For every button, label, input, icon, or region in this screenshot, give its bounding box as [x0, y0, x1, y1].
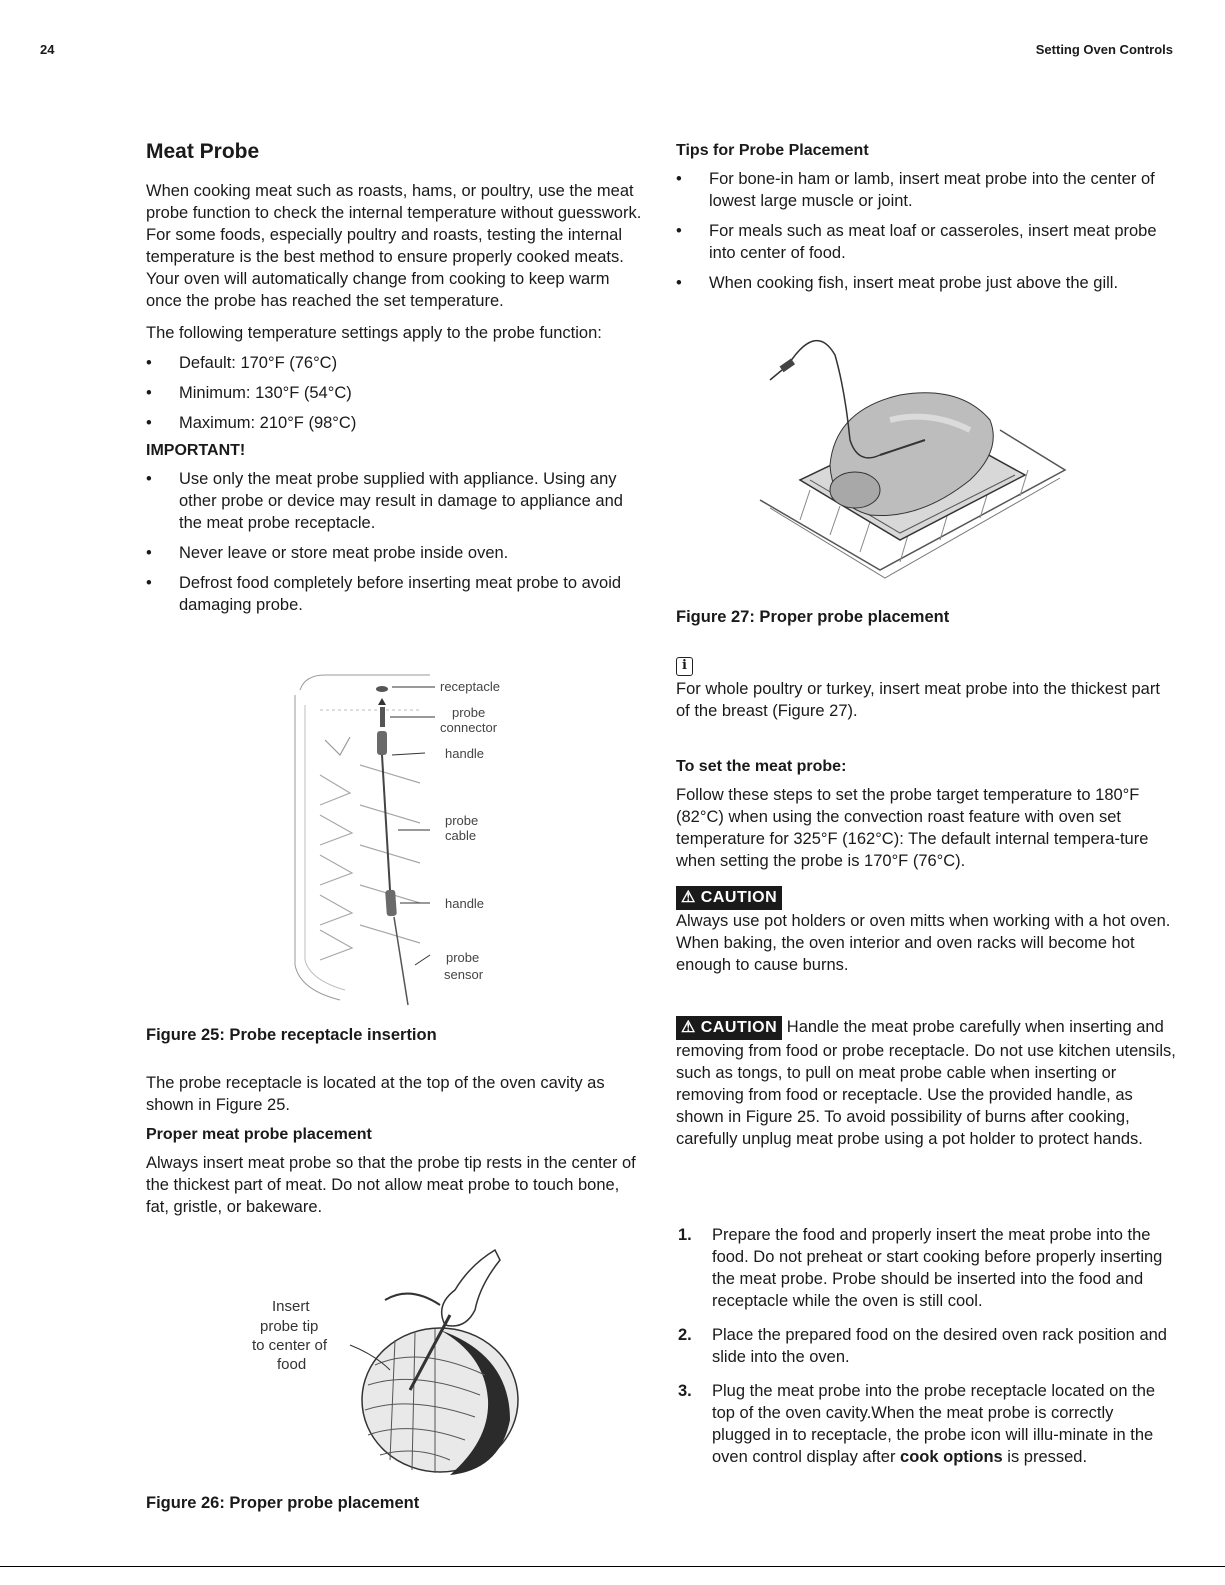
right-column-top [676, 142, 1176, 302]
info-text: For whole poultry or turkey, insert meat probe into the thickest part of the breast (Figure 27). [676, 680, 1160, 720]
probe-connector-label-1: probe [452, 705, 486, 720]
step-text: Place the prepared food on the desired oven rack position and slide into the oven. [712, 1326, 1167, 1366]
list-item: • For bone-in ham or lamb, insert meat probe into the center of lowest large muscle or joint. [676, 168, 1176, 212]
handle-top-label: handle [445, 746, 485, 761]
warning-icon: ⚠ [681, 889, 696, 906]
insert-label-3: to center of [252, 1337, 328, 1354]
caution-2-paragraph [676, 1016, 1176, 1150]
info-note [676, 656, 1176, 722]
caution-2-text: Handle the meat probe carefully when inserting and removing from food or probe receptacle. Do not use kitchen utensils, such as tongs, to pull on meat probe cable when inserting or removing from food or receptacle. Use the provided handle, as shown in Figure 25. To avoid possibility of burns after cooking, carefully unplug meat probe using a pot holder to protect hands. [676, 1018, 1176, 1148]
step-number: 1. [678, 1226, 692, 1244]
important-list [146, 468, 644, 616]
warning-icon: ⚠ [681, 1019, 696, 1036]
insert-label-4: food [277, 1356, 307, 1373]
list-item: • Defrost food completely before inserting meat probe to avoid damaging probe. [146, 572, 644, 616]
handle-bottom-label: handle [445, 896, 485, 911]
list-item: • Use only the meat probe supplied with appliance. Using any other probe or device may result in damage to appliance and the meat probe receptacle. [146, 468, 644, 534]
settings-intro: The following temperature settings apply to the probe function: [146, 324, 602, 342]
section-title: Setting Oven Controls [1035, 42, 1173, 57]
insert-label-2: probe tip [260, 1318, 319, 1335]
important-heading: IMPORTANT! [146, 442, 246, 459]
list-item: • Never leave or store meat probe inside oven. [146, 542, 644, 564]
figure-27-caption: Figure 27: Proper probe placement [676, 608, 950, 626]
list-item [676, 1324, 1176, 1368]
receptacle-label: receptacle [440, 679, 500, 694]
bottom-rule [0, 1566, 1225, 1567]
steps-section [676, 1224, 1176, 1480]
placement-paragraph: Always insert meat probe so that the probe tip rests in the center of the thickest part of meat. Do not allow meat probe to touch bone, fat, gristle, or bakeware. [146, 1154, 636, 1216]
list-item: • For meals such as meat loaf or casseroles, insert meat probe into center of food. [676, 220, 1176, 264]
intro-paragraph: When cooking meat such as roasts, hams, or poultry, use the meat probe function to check the internal temperature without guesswork. For some foods, especially poultry and roasts, testing the internal temperature is the best method to ensure properly cooked meats. Your oven will automatically change from cooking to keep warm once the probe has reached the set temperature. [146, 182, 642, 310]
step-text: Plug the meat probe into the probe receptacle located on the top of the oven cavity.When the meat probe is correctly plugged in to receptacle, the probe icon will illu-minate in the oven control display after [712, 1382, 1156, 1466]
set-probe-text: Follow these steps to set the probe target temperature to 180°F (82°C) when using the convection roast feature with oven set temperature for 325°F (162°C): The default internal tempera-ture when setting the probe is 170°F (76°C). [676, 786, 1149, 870]
left-column [146, 140, 644, 624]
figure-26-caption: Figure 26: Proper probe placement [146, 1494, 420, 1512]
probe-cable-label-1: probe [445, 813, 479, 828]
probe-sensor-label-2: sensor [444, 967, 484, 982]
left-lower-text [146, 1072, 644, 1218]
set-probe-heading: To set the meat probe: [676, 758, 847, 775]
probe-connector-label-2: connector [440, 720, 498, 735]
figure-25-caption: Figure 25: Probe receptacle insertion [146, 1026, 437, 1044]
step-number: 3. [678, 1382, 692, 1400]
caution-2 [676, 1016, 1176, 1150]
list-item: • Default: 170°F (76°C) [146, 352, 644, 374]
list-item: • Maximum: 210°F (98°C) [146, 412, 644, 434]
receptacle-paragraph: The probe receptacle is located at the top of the oven cavity as shown in Figure 25. [146, 1074, 605, 1114]
page-title: Meat Probe [146, 140, 260, 163]
probe-sensor-label-1: probe [446, 950, 480, 965]
caution-1-text: Always use pot holders or oven mitts when working with a hot oven. When baking, the oven interior and oven racks will become hot enough to cause burns. [676, 912, 1171, 974]
step-number: 2. [678, 1326, 692, 1344]
insert-label-1: Insert [272, 1298, 310, 1315]
set-probe-section [676, 758, 1176, 872]
caution-label: CAUTION [700, 889, 778, 906]
list-item [676, 1224, 1176, 1312]
caution-1 [676, 886, 1176, 976]
caution-badge [676, 1016, 782, 1040]
list-item [676, 1380, 1176, 1468]
list-item: • When cooking fish, insert meat probe just above the gill. [676, 272, 1176, 294]
step-bold-text: cook options [900, 1448, 1003, 1466]
step-text-end: is pressed. [1002, 1448, 1088, 1466]
placement-heading: Proper meat probe placement [146, 1126, 372, 1143]
step-text: Prepare the food and properly insert the meat probe into the food. Do not preheat or start cooking before properly inserting the meat probe. Probe should be inserted into the food and receptacle while the oven is still cool. [712, 1226, 1163, 1310]
caution-label: CAUTION [700, 1019, 778, 1036]
turkey-probe-diagram [740, 330, 1080, 590]
tips-list [676, 168, 1176, 294]
page-number: 24 [40, 42, 55, 57]
caution-badge [676, 886, 782, 910]
settings-list [146, 352, 644, 434]
info-icon: i [676, 657, 693, 676]
roast-probe-diagram [240, 1245, 530, 1490]
tips-heading: Tips for Probe Placement [676, 142, 869, 159]
list-item: • Minimum: 130°F (54°C) [146, 382, 644, 404]
steps-list [676, 1224, 1176, 1468]
probe-cable-label-2: cable [445, 828, 477, 843]
probe-receptacle-diagram [280, 665, 520, 1010]
